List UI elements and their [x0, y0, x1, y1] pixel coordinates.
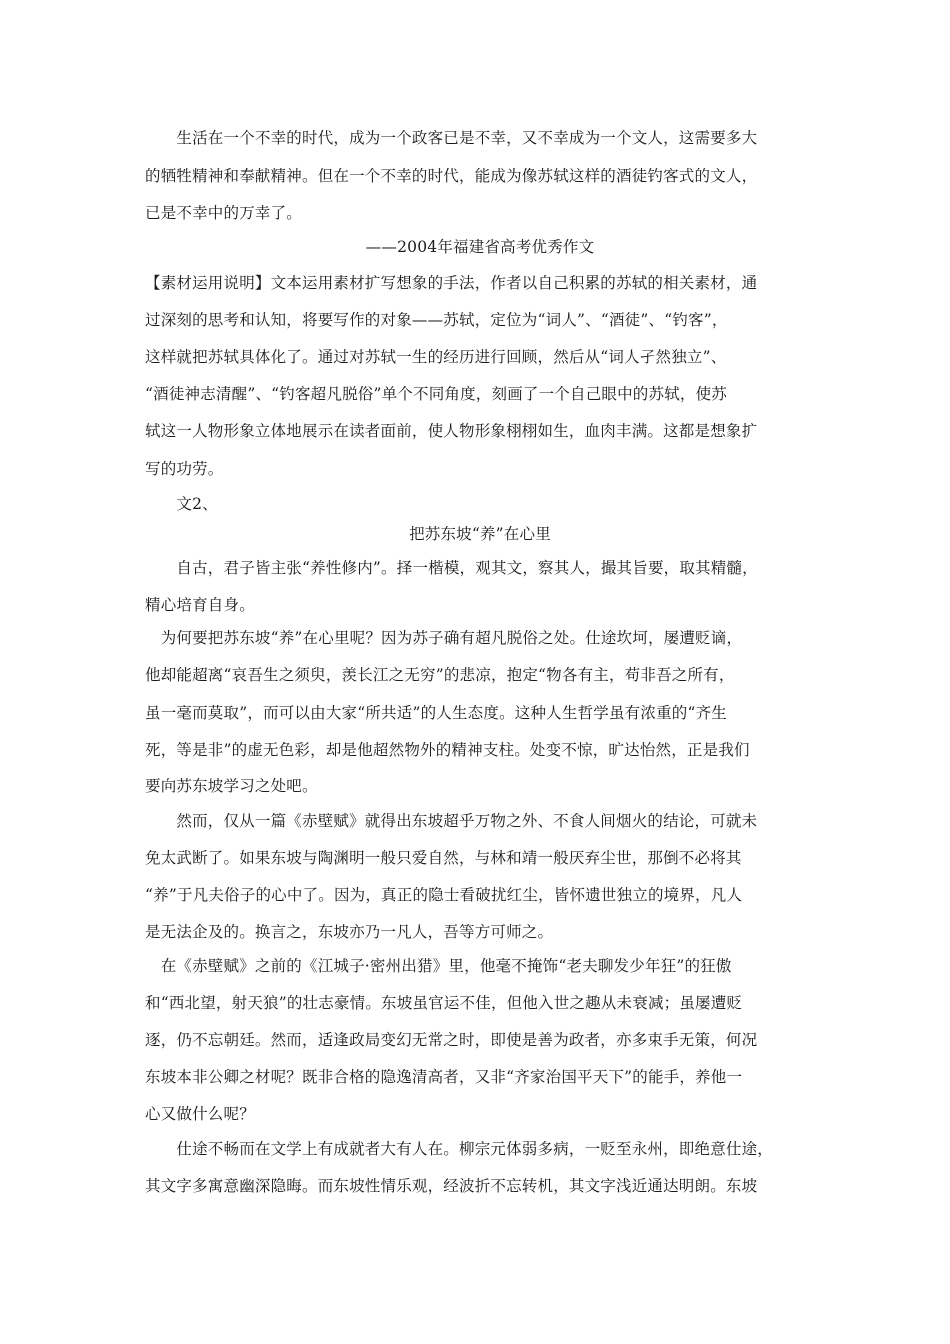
text-line: “酒徒神志清醒”、“钓客超凡脱俗”单个不同角度，刻画了一个自己眼中的苏轼，使苏 — [145, 385, 727, 403]
text-line: 的牺牲精神和奉献精神。但在一个不幸的时代，能成为像苏轼这样的酒徒钓客式的文人， — [145, 167, 758, 185]
source-citation: ——2004年福建省高考优秀作文 — [365, 238, 595, 256]
essay-title: 把苏东坡“养”在心里 — [409, 525, 551, 543]
text-line: 这样就把苏轼具体化了。通过对苏轼一生的经历进行回顾，然后从“词人孑然独立”、 — [145, 348, 727, 366]
text-line: 过深刻的思考和认知，将要写作的对象——苏轼，定位为“词人”、“酒徒”、“钓客”， — [145, 311, 728, 329]
text-line: 生活在一个不幸的时代，成为一个政客已是不幸，又不幸成为一个文人，这需要多大 — [145, 129, 758, 147]
text-line: 逐，仍不忘朝廷。然而，适逢政局变幻无常之时，即使是善为政者，亦多束手无策，何况 — [145, 1031, 758, 1049]
section-label: 文2、 — [145, 495, 218, 513]
text-line: 精心培育自身。 — [145, 596, 255, 614]
text-line: 要向苏东坡学习之处吧。 — [145, 777, 318, 795]
text-line: 其文字多寓意幽深隐晦。而东坡性情乐观，经波折不忘转机，其文字浅近通达明朗。东坡 — [145, 1177, 758, 1195]
text-line: 心又做什么呢？ — [145, 1105, 255, 1123]
text-line: 仕途不畅而在文学上有成就者大有人在。柳宗元体弱多病，一贬至永州，即绝意仕途， — [145, 1140, 774, 1158]
text-line: 东坡本非公卿之材呢？既非合格的隐逸清高者，又非“齐家治国平天下”的能手，养他一 — [145, 1068, 743, 1086]
text-line: 他却能超离“哀吾生之须臾，羡长江之无穷”的悲凉，抱定“物各有主，苟非吾之所有， — [145, 666, 735, 684]
text-line: 【素材运用说明】文本运用素材扩写想象的手法，作者以自己积累的苏轼的相关素材，通 — [145, 274, 758, 292]
text-line: 是无法企及的。换言之，东坡亦乃一凡人，吾等方可师之。 — [145, 923, 554, 941]
text-line: 自古，君子皆主张“养性修内”。择一楷模，观其文，察其人，撮其旨要，取其精髓， — [145, 559, 758, 577]
text-line: 虽一毫而莫取”，而可以由大家“所共适”的人生态度。这种人生哲学虽有浓重的“齐生 — [145, 704, 727, 722]
text-line: 和“西北望，射天狼”的壮志豪情。东坡虽官运不佳，但他入世之趣从未衰减；虽屡遭贬 — [145, 994, 743, 1012]
text-line: 在《赤壁赋》之前的《江城子·密州出猎》里，他毫不掩饰“老夫聊发少年狂”的狂傲 — [145, 957, 732, 975]
text-line: 已是不幸中的万幸了。 — [145, 204, 303, 222]
text-line: 然而，仅从一篇《赤壁赋》就得出东坡超乎万物之外、不食人间烟火的结论，可就未 — [145, 812, 758, 830]
text-line: 写的功劳。 — [145, 460, 224, 478]
text-line: 轼这一人物形象立体地展示在读者面前，使人物形象栩栩如生，血肉丰满。这都是想象扩 — [145, 422, 758, 440]
text-line: “养”于凡夫俗子的心中了。因为，真正的隐士看破扰红尘，皆怀遗世独立的境界，凡人 — [145, 886, 743, 904]
text-line: 为何要把苏东坡“养”在心里呢？因为苏子确有超凡脱俗之处。仕途坎坷，屡遭贬谪， — [145, 629, 743, 647]
text-line: 死，等是非”的虚无色彩，却是他超然物外的精神支柱。处变不惊，旷达怡然，正是我们 — [145, 741, 750, 759]
text-line: 免太武断了。如果东坡与陶渊明一般只爱自然，与林和靖一般厌弃尘世，那倒不必将其 — [145, 849, 742, 867]
